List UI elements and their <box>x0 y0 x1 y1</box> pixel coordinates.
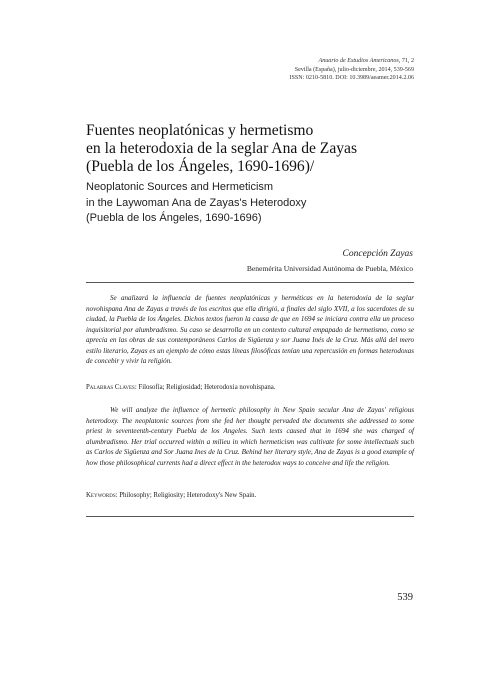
page-number: 539 <box>397 592 413 603</box>
journal-citation <box>114 57 414 66</box>
journal-header <box>114 57 414 83</box>
title-spanish-line: (Puebla de los Ángeles, 1690-1696)/ <box>86 158 315 176</box>
journal-location: Sevilla (España), julio-diciembre, 2014, 539-569 <box>294 66 414 73</box>
keywords-text: Philosophy; Religiosity; Heterodoxy's New Spain. <box>117 492 257 499</box>
author-name: Concepción Zayas <box>342 249 413 259</box>
keywords-english <box>86 491 414 500</box>
title-spanish <box>86 122 416 177</box>
journal-name: Anuario de Estudios Americanos <box>318 58 399 64</box>
title-english <box>86 180 416 227</box>
keywords-label: Keywords: <box>86 492 118 499</box>
title-english-line: in the Laywoman Ana de Zayas's Heterodoxy <box>86 196 307 209</box>
abstract-english: We will analyze the influence of hermetic philosophy in New Spain secular Ana de Zayas' religious heterodoxy. The neoplatonic sources from she fed her thought pervaded the documents she addressed to some priest in seventeenth-century Puebla de los Angeles. Such texts caused that in 1694 she was charged of alumbradismo. Her trial occurred within a milieu in which hermeticism was cultivate for some intellectuals such as Carlos de Sigüenza and Sor Juana Ines de la Cruz. Behind her literary style, Ana de Zayas is a good example of how those philosophical currents had a direct effect in the heterodox ways to conceive and life the religion. <box>86 406 414 467</box>
journal-issn: ISSN: 0210-5810. DOI: 10.3989/aeamer.2014.2.06 <box>289 75 414 82</box>
keywords-text: Filosofía; Religiosidad; Heterodoxia novohispana. <box>136 384 276 391</box>
journal-volume: , 71, 2 <box>398 58 414 64</box>
keywords-label: Palabras Claves: <box>86 384 137 391</box>
author-affiliation: Benemérita Universidad Autónoma de Puebla, México <box>246 264 413 273</box>
title-english-line: (Puebla de los Ángeles, 1690-1696) <box>86 212 262 225</box>
keywords-spanish <box>86 383 414 392</box>
bottom-divider <box>86 516 414 517</box>
top-divider <box>86 282 414 283</box>
title-english-line: Neoplatonic Sources and Hermeticism <box>86 181 274 193</box>
title-spanish-line: en la heterodoxia de la seglar Ana de Zayas <box>86 140 358 158</box>
abstract-spanish: Se analizará la influencia de fuentes neoplatónicas y herméticas en la heterodoxia de la seglar novohispana Ana de Zayas a través de los escritos que ella dirigió, a finales del siglo XVII, a los sacerdotes de su ciudad, la Puebla de los Ángeles. Dichos textos fueron la causa de que en 1694 se iniciara contra ella un proceso inquisitorial por alumbradismo. Su caso se desarrolla en un contexto cultural empapado de hermetismo, como se aprecia en las obras de sus contemporáneos Carlos de Sigüenza y sor Juana Inés de la Cruz. Más allá del mero estilo literario, Zayas es un ejemplo de cómo estas líneas filosóficas tenían una repercusión en formas heterodoxas de concebir y vivir la religión. <box>86 294 414 366</box>
title-spanish-line: Fuentes neoplatónicas y hermetismo <box>86 122 314 139</box>
